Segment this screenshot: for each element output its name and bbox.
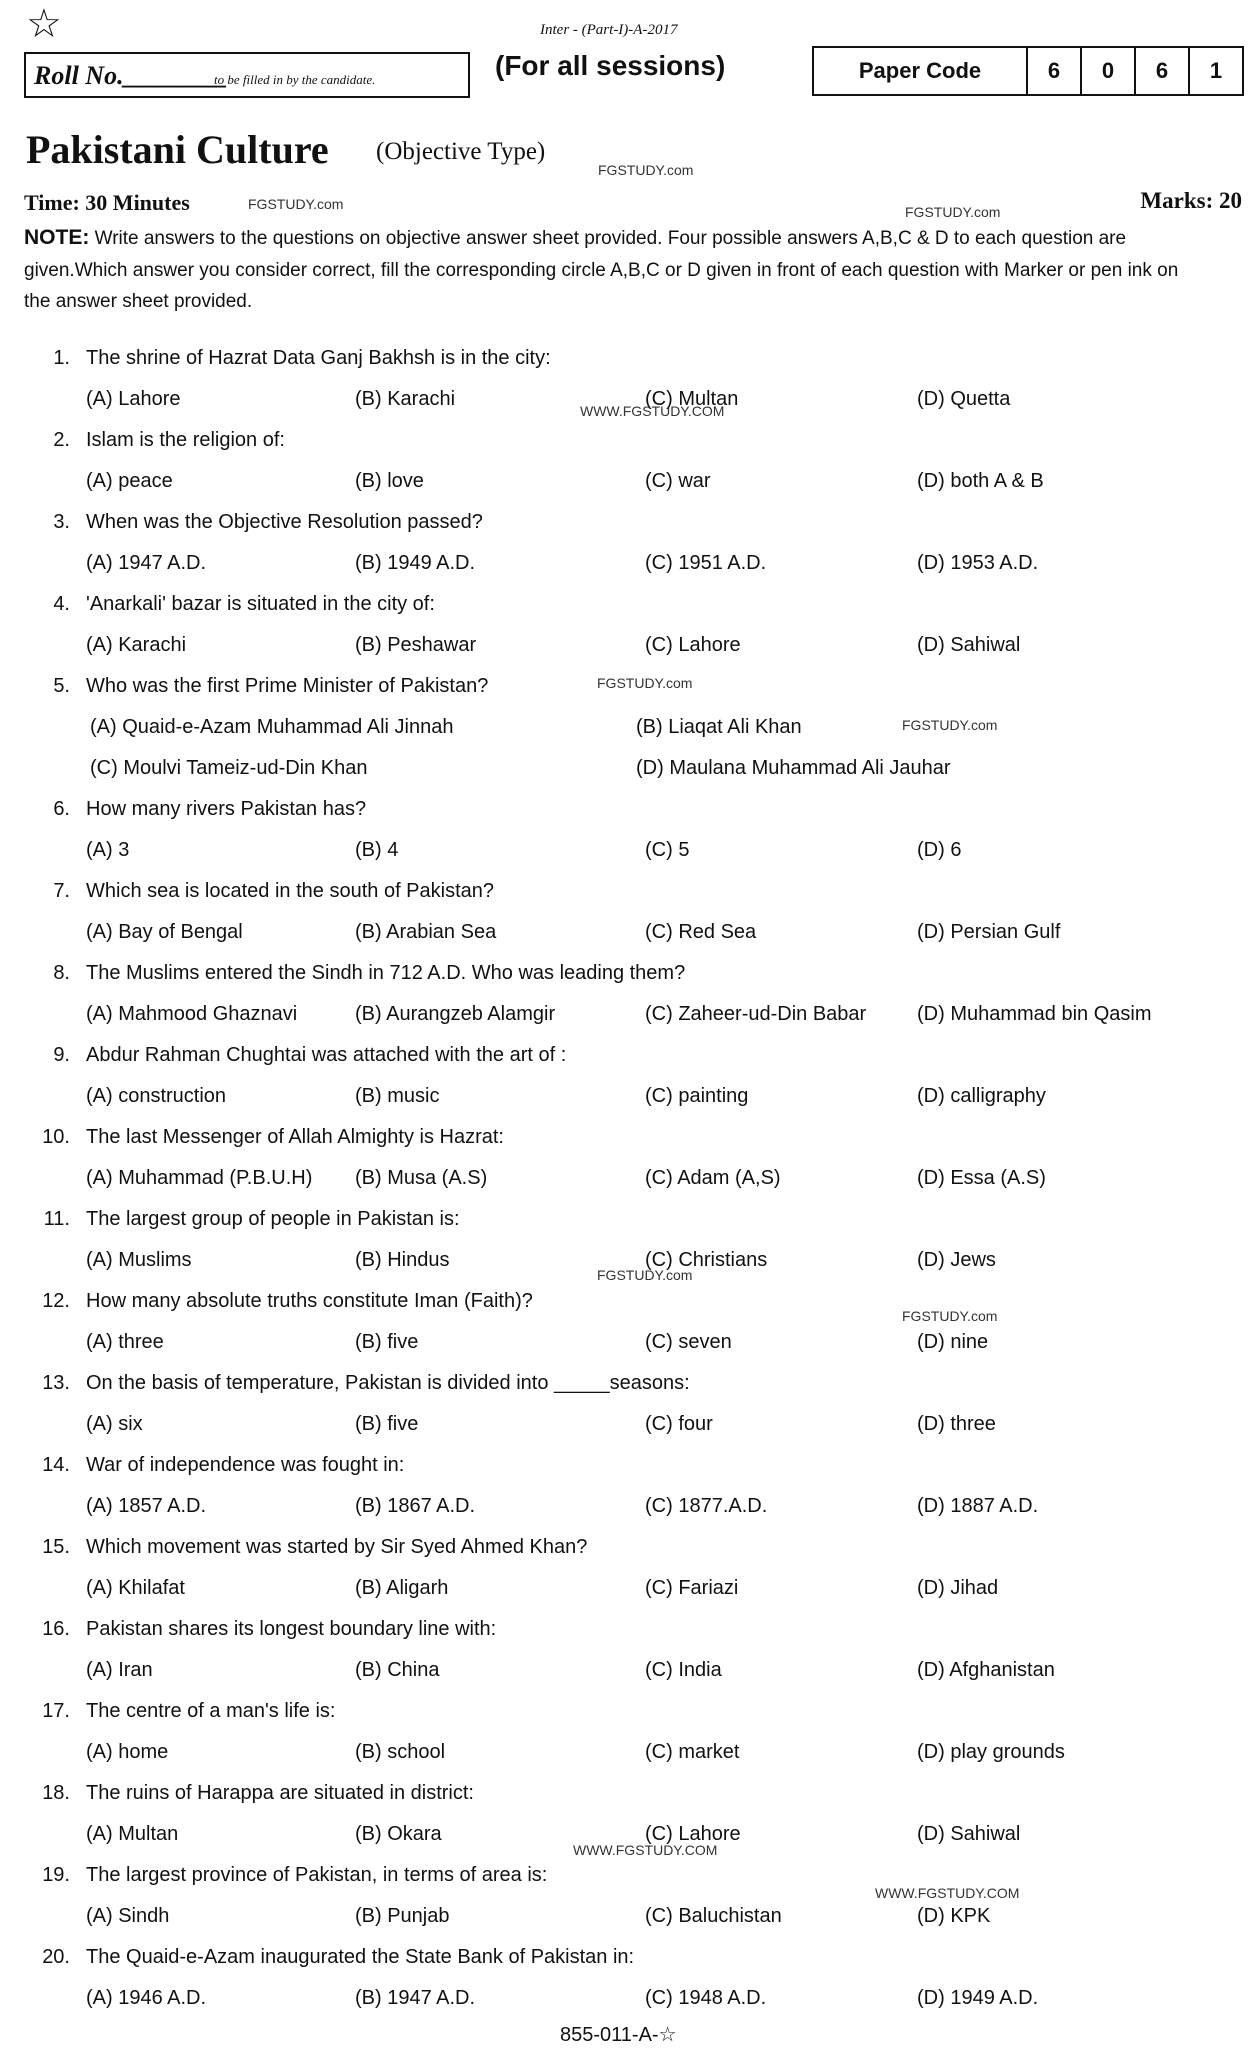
sessions-label: (For all sessions)	[495, 50, 726, 81]
option: (D) Afghanistan	[917, 1659, 1055, 1681]
options-row	[24, 1164, 1234, 1205]
question-row	[24, 1943, 1234, 1984]
question-number: 10.	[42, 1126, 70, 1148]
question-row	[24, 1041, 1234, 1082]
option: (A) three	[86, 1331, 164, 1353]
option: (B) Punjab	[355, 1905, 450, 1927]
option: (D) Sahiwal	[917, 1823, 1021, 1845]
option: (C) 1877.A.D.	[645, 1495, 768, 1517]
option: (B) China	[355, 1659, 440, 1681]
paper-code-label: Paper Code	[858, 58, 982, 83]
options-row	[24, 1574, 1234, 1615]
question-number: 3.	[53, 511, 70, 533]
question-row	[24, 1861, 1234, 1902]
question-number: 20.	[42, 1946, 70, 1968]
watermark: FGSTUDY.com	[597, 675, 693, 691]
option: (B) school	[355, 1741, 446, 1763]
question-row	[24, 1451, 1234, 1492]
roll-label: Roll No.________	[34, 61, 228, 90]
option: (A) Quaid-e-Azam Muhammad Ali Jinnah	[90, 716, 454, 738]
option: (C) Baluchistan	[645, 1905, 782, 1927]
question-text: Abdur Rahman Chughtai was attached with the art of :	[86, 1044, 567, 1066]
option: (B) 4	[355, 839, 399, 861]
watermark: WWW.FGSTUDY.COM	[875, 1885, 1020, 1901]
options-row	[24, 1492, 1234, 1533]
time-allowed: Time: 30 Minutes	[24, 190, 190, 215]
question-row	[24, 795, 1234, 836]
option: (C) Christians	[645, 1249, 768, 1271]
option: (B) Liaqat Ali Khan	[636, 716, 802, 738]
option: (A) construction	[86, 1085, 227, 1107]
options-row	[24, 836, 1234, 877]
option: (D) three	[917, 1413, 996, 1435]
option: (A) Multan	[86, 1823, 179, 1845]
exam-series: Inter - (Part-I)-A-2017	[540, 22, 678, 38]
option: (D) Jihad	[917, 1577, 999, 1599]
page-subtitle: (Objective Type)	[376, 138, 546, 165]
question-text: Islam is the religion of:	[86, 429, 285, 451]
question-number: 17.	[42, 1700, 70, 1722]
option: (B) five	[355, 1413, 419, 1435]
star-icon: ☆	[26, 2, 62, 46]
question-text: Which movement was started by Sir Syed Ahmed Khan?	[86, 1536, 588, 1558]
option: (C) seven	[645, 1331, 732, 1353]
option: (B) love	[355, 470, 424, 492]
option: (D) KPK	[917, 1905, 991, 1927]
question-text: 'Anarkali' bazar is situated in the city of:	[86, 593, 435, 615]
footer-code: 855-011-A-☆	[560, 2024, 677, 2046]
question-text: The largest group of people in Pakistan is:	[86, 1208, 460, 1230]
option: (C) Red Sea	[645, 921, 757, 943]
option: (A) home	[86, 1741, 169, 1763]
question-number: 1.	[53, 347, 70, 369]
question-text: When was the Objective Resolution passed?	[86, 511, 483, 533]
question-row	[24, 1287, 1234, 1328]
option: (C) Fariazi	[645, 1577, 739, 1599]
option: (B) Musa (A.S)	[355, 1167, 488, 1189]
page-title: Pakistani Culture	[26, 127, 329, 172]
option: (A) peace	[86, 470, 173, 492]
question-text: On the basis of temperature, Pakistan is divided into _____seasons:	[86, 1372, 690, 1394]
option: (A) 1857 A.D.	[86, 1495, 207, 1517]
option: (A) Muhammad (P.B.U.H)	[86, 1167, 313, 1189]
options-row	[24, 1738, 1234, 1779]
option: (C) Lahore	[645, 1823, 741, 1845]
option: (B) Arabian Sea	[355, 921, 497, 943]
question-number: 11.	[43, 1208, 70, 1230]
option: (D) 1887 A.D.	[917, 1495, 1039, 1517]
question-number: 9.	[53, 1044, 70, 1066]
option: (B) Karachi	[355, 388, 456, 410]
question-text: Which sea is located in the south of Pakistan?	[86, 880, 495, 902]
option: (B) Peshawar	[355, 634, 477, 656]
options-row	[24, 1328, 1234, 1369]
option: (A) six	[86, 1413, 143, 1435]
option: (B) Hindus	[355, 1249, 450, 1271]
option: (D) 1953 A.D.	[917, 552, 1039, 574]
question-number: 19.	[42, 1864, 70, 1886]
option: (D) Quetta	[917, 388, 1011, 410]
question-text: Who was the first Prime Minister of Pakistan?	[86, 675, 489, 697]
options-row	[24, 467, 1234, 508]
watermark: FGSTUDY.com	[598, 162, 694, 178]
question-row	[24, 590, 1234, 631]
paper-code-digit: 1	[1188, 48, 1242, 94]
option: (D) Persian Gulf	[917, 921, 1061, 943]
option: (D) play grounds	[917, 1741, 1065, 1763]
option: (D) 1949 A.D.	[917, 1987, 1039, 2009]
note-label: NOTE:	[24, 226, 90, 249]
option: (D) Sahiwal	[917, 634, 1021, 656]
option: (A) Karachi	[86, 634, 187, 656]
watermark: WWW.FGSTUDY.COM	[580, 403, 725, 419]
options-row	[24, 754, 1234, 795]
option: (C) Zaheer-ud-Din Babar	[645, 1003, 867, 1025]
option: (A) Khilafat	[86, 1577, 185, 1599]
options-row	[24, 1902, 1234, 1943]
options-row	[24, 631, 1234, 672]
watermark: FGSTUDY.com	[902, 1308, 998, 1324]
option: (B) five	[355, 1331, 419, 1353]
question-number: 4.	[53, 593, 70, 615]
option: (D) Muhammad bin Qasim	[917, 1003, 1152, 1025]
question-text: Pakistan shares its longest boundary line with:	[86, 1618, 497, 1640]
note-text: Write answers to the questions on objective answer sheet provided. Four possible answers A,B,C & D to each question are given.Which answer you consider correct, fill the corresponding circle A,B,C or D given in front of each question with Marker or pen ink on the answer sheet provided.	[24, 228, 1179, 312]
question-row	[24, 1615, 1234, 1656]
watermark: FGSTUDY.com	[905, 204, 1001, 220]
option: (A) Iran	[86, 1659, 153, 1681]
question-number: 16.	[42, 1618, 70, 1640]
options-row	[24, 1984, 1234, 2025]
option: (D) nine	[917, 1331, 989, 1353]
paper-code-digit: 6	[1026, 48, 1080, 94]
option: (C) Multan	[645, 388, 739, 410]
option: (A) 1946 A.D.	[86, 1987, 207, 2009]
question-row	[24, 1697, 1234, 1738]
option: (B) Okara	[355, 1823, 442, 1845]
option: (C) 1948 A.D.	[645, 1987, 767, 2009]
option: (B) 1867 A.D.	[355, 1495, 476, 1517]
option: (D) Essa (A.S)	[917, 1167, 1046, 1189]
question-text: The Quaid-e-Azam inaugurated the State Bank of Pakistan in:	[86, 1946, 635, 1968]
question-number: 13.	[42, 1372, 70, 1394]
question-number: 18.	[42, 1782, 70, 1804]
option: (C) market	[645, 1741, 740, 1763]
question-number: 7.	[53, 880, 70, 902]
options-row	[24, 1820, 1234, 1861]
options-row	[24, 1082, 1234, 1123]
question-number: 5.	[53, 675, 70, 697]
question-text: The centre of a man's life is:	[86, 1700, 336, 1722]
option: (A) Sindh	[86, 1905, 170, 1927]
option: (B) music	[355, 1085, 440, 1107]
options-row	[24, 385, 1234, 426]
option: (B) Aurangzeb Alamgir	[355, 1003, 556, 1025]
roll-number-box	[24, 52, 470, 98]
options-row	[24, 1656, 1234, 1697]
question-text: The shrine of Hazrat Data Ganj Bakhsh is in the city:	[86, 347, 551, 369]
options-row	[24, 713, 1234, 754]
options-row	[24, 1410, 1234, 1451]
question-text: The Muslims entered the Sindh in 712 A.D. Who was leading them?	[86, 962, 686, 984]
option: (D) 6	[917, 839, 962, 861]
question-text: The ruins of Harappa are situated in district:	[86, 1782, 474, 1804]
question-row	[24, 344, 1234, 385]
option: (C) 5	[645, 839, 690, 861]
options-row	[24, 1000, 1234, 1041]
question-text: The largest province of Pakistan, in terms of area is:	[86, 1864, 548, 1886]
option: (C) four	[645, 1413, 713, 1435]
watermark: FGSTUDY.com	[902, 717, 998, 733]
option: (A) Mahmood Ghaznavi	[86, 1003, 298, 1025]
question-number: 15.	[42, 1536, 70, 1558]
question-row	[24, 1533, 1234, 1574]
question-text: The last Messenger of Allah Almighty is Hazrat:	[86, 1126, 504, 1148]
question-number: 12.	[42, 1290, 70, 1312]
option: (C) Lahore	[645, 634, 741, 656]
question-row	[24, 1369, 1234, 1410]
question-row	[24, 1123, 1234, 1164]
option: (C) India	[645, 1659, 722, 1681]
question-row	[24, 426, 1234, 467]
question-row	[24, 672, 1234, 713]
options-row	[24, 1246, 1234, 1287]
question-row	[24, 508, 1234, 549]
option: (C) 1951 A.D.	[645, 552, 767, 574]
question-number: 8.	[53, 962, 70, 984]
total-marks: Marks: 20	[1140, 188, 1242, 213]
option: (A) 1947 A.D.	[86, 552, 207, 574]
paper-code-digit: 0	[1080, 48, 1134, 94]
option: (A) Muslims	[86, 1249, 192, 1271]
option: (B) 1949 A.D.	[355, 552, 476, 574]
question-row	[24, 1205, 1234, 1246]
option: (C) war	[645, 470, 711, 492]
roll-hint: to be filled in by the candidate.	[214, 72, 376, 87]
question-text: How many absolute truths constitute Iman (Faith)?	[86, 1290, 533, 1312]
options-row	[24, 549, 1234, 590]
question-text: War of independence was fought in:	[86, 1454, 405, 1476]
option: (C) painting	[645, 1085, 749, 1107]
option: (C) Adam (A,S)	[645, 1167, 781, 1189]
question-row	[24, 959, 1234, 1000]
question-list	[24, 344, 1234, 2025]
option: (C) Moulvi Tameiz-ud-Din Khan	[90, 757, 368, 779]
option: (D) calligraphy	[917, 1085, 1046, 1107]
watermark: WWW.FGSTUDY.COM	[573, 1842, 718, 1858]
options-row	[24, 918, 1234, 959]
watermark: FGSTUDY.com	[597, 1267, 693, 1283]
option: (A) Bay of Bengal	[86, 921, 243, 943]
paper-code-box	[812, 46, 1244, 96]
question-number: 14.	[42, 1454, 70, 1476]
option: (B) 1947 A.D.	[355, 1987, 476, 2009]
option: (D) both A & B	[917, 470, 1044, 492]
option: (A) 3	[86, 839, 130, 861]
question-row	[24, 1779, 1234, 1820]
instructions-note	[24, 222, 1204, 318]
question-number: 6.	[53, 798, 70, 820]
option: (B) Aligarh	[355, 1577, 449, 1599]
paper-code-digit: 6	[1134, 48, 1188, 94]
option: (D) Jews	[917, 1249, 996, 1271]
question-number: 2.	[53, 429, 70, 451]
question-row	[24, 877, 1234, 918]
option: (A) Lahore	[86, 388, 181, 410]
question-text: How many rivers Pakistan has?	[86, 798, 367, 820]
option: (D) Maulana Muhammad Ali Jauhar	[636, 757, 951, 779]
watermark: FGSTUDY.com	[248, 196, 344, 212]
